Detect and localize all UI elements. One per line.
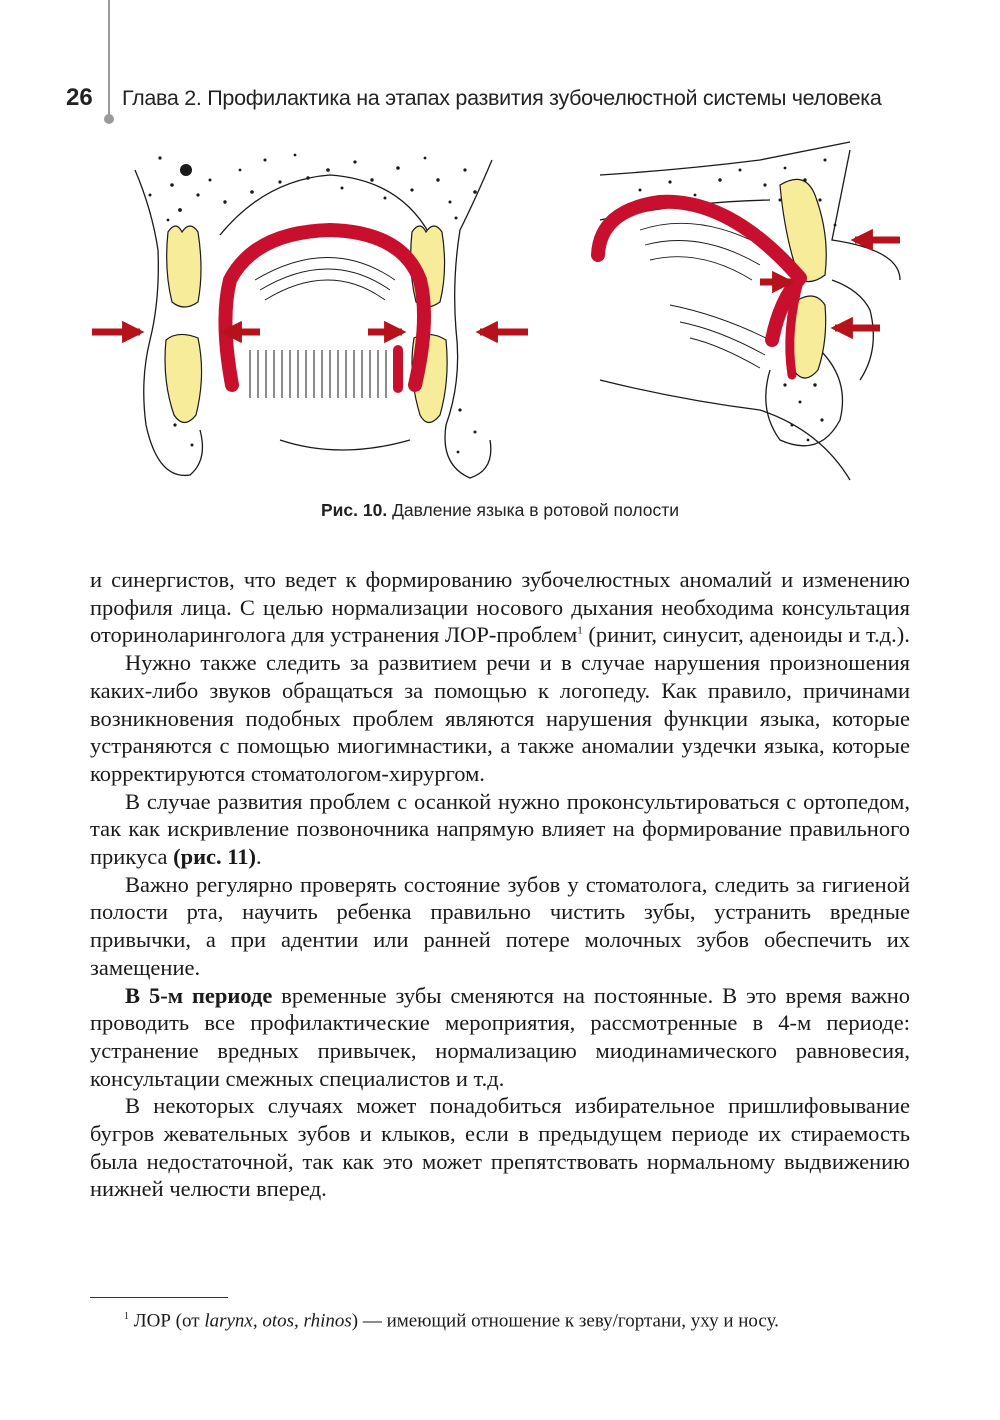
caption-label: Рис. 10. [320, 500, 388, 520]
tongue-right [598, 202, 800, 375]
frontal-section-diagram [135, 160, 492, 478]
paragraph-3 [90, 788, 910, 871]
tongue-texture-lines [255, 258, 395, 301]
running-title: Глава 2. Профилактика на этапах развития зубочелюстной системы человека [122, 86, 882, 110]
sagittal-tongue-texture [640, 223, 770, 368]
footnote-number: 1 [124, 1311, 129, 1322]
text-run: Важно регулярно проверять состояние зубов у стоматолога, следить за гигиеной полости рта, научить ребенка правильно чистить зубы, устранить вредные привычки, а при адентии или ранней потере молочных зубов обеспечить их замещение. [90, 871, 910, 980]
footnote-text: ЛОР (от [129, 1310, 205, 1332]
page-header [0, 0, 1000, 140]
paragraph-5 [90, 982, 910, 1093]
tongue-hatching [250, 350, 386, 398]
text-run: (ринит, синусит, аденоиды и т.д.). [582, 622, 910, 648]
footnote-text: ) — имеющий отношение к зеву/гортани, уху и носу. [351, 1310, 779, 1332]
text-run: В случае развития проблем с осанкой нужно проконсультироваться с ортопедом, так как искривление позвоночника напрямую влияет на формирование правильного прикуса [90, 788, 910, 870]
paragraph-6 [90, 1092, 910, 1203]
body-text [90, 566, 910, 1203]
paragraph-2 [90, 649, 910, 788]
caption-text: Давление языка в ротовой полости [392, 500, 680, 520]
figure-illustration [80, 140, 920, 490]
figure-reference: (рис. 11) [173, 844, 257, 870]
figure-caption [0, 500, 1000, 521]
figure-tongue-pressure [80, 140, 920, 490]
text-run: . [256, 844, 262, 870]
sagittal-section-diagram [600, 142, 900, 480]
footnote-italic: larynx, otos, rhinos [204, 1310, 352, 1332]
text-run: и синергистов, что ведет к формированию зубочелюстных аномалий и изменению профиля лица. С целью нормализации носового дыхания необходима консультация оториноларинголога для устранения ЛОР-проблем [90, 567, 910, 648]
text-run: временные зубы сменяются на постоянные. В это время важно проводить все профилактические мероприятия, рассмотренные в 4-м периоде: устранение вредных привычек, нормализацию миодинамического равновесия, консультации смежных специалистов и т.д. [90, 982, 910, 1091]
paragraph-1 [90, 566, 910, 649]
paragraph-4 [90, 871, 910, 982]
emphasis-run: В 5-м периоде [125, 982, 273, 1008]
header-rule-dot [104, 114, 114, 124]
tongue-left [225, 230, 424, 388]
text-run: В некоторых случаях может понадобиться избирательное пришлифовывание бугров жевательных зубов и клыков, если в предыдущем периоде их стираемость была недостаточной, так как это может препятствовать нормальному выдвижению нижней челюсти вперед. [90, 1093, 910, 1202]
text-run: Нужно также следить за развитием речи и в случае нарушения произношения каких-либо звуков обращаться за помощью к логопеду. Как правило, причинами возникновения подобных проблем являются нарушения функции языка, которые устраняются с помощью миогимнастики, а также аномалии уздечки языка, которые корректируются стоматологом-хирургом. [90, 650, 910, 786]
page-number: 26 [66, 84, 93, 111]
footnote [124, 1305, 904, 1333]
header-rule [108, 0, 110, 118]
footnote-ref[interactable]: 1 [577, 624, 583, 637]
footnote-rule [90, 1297, 228, 1298]
